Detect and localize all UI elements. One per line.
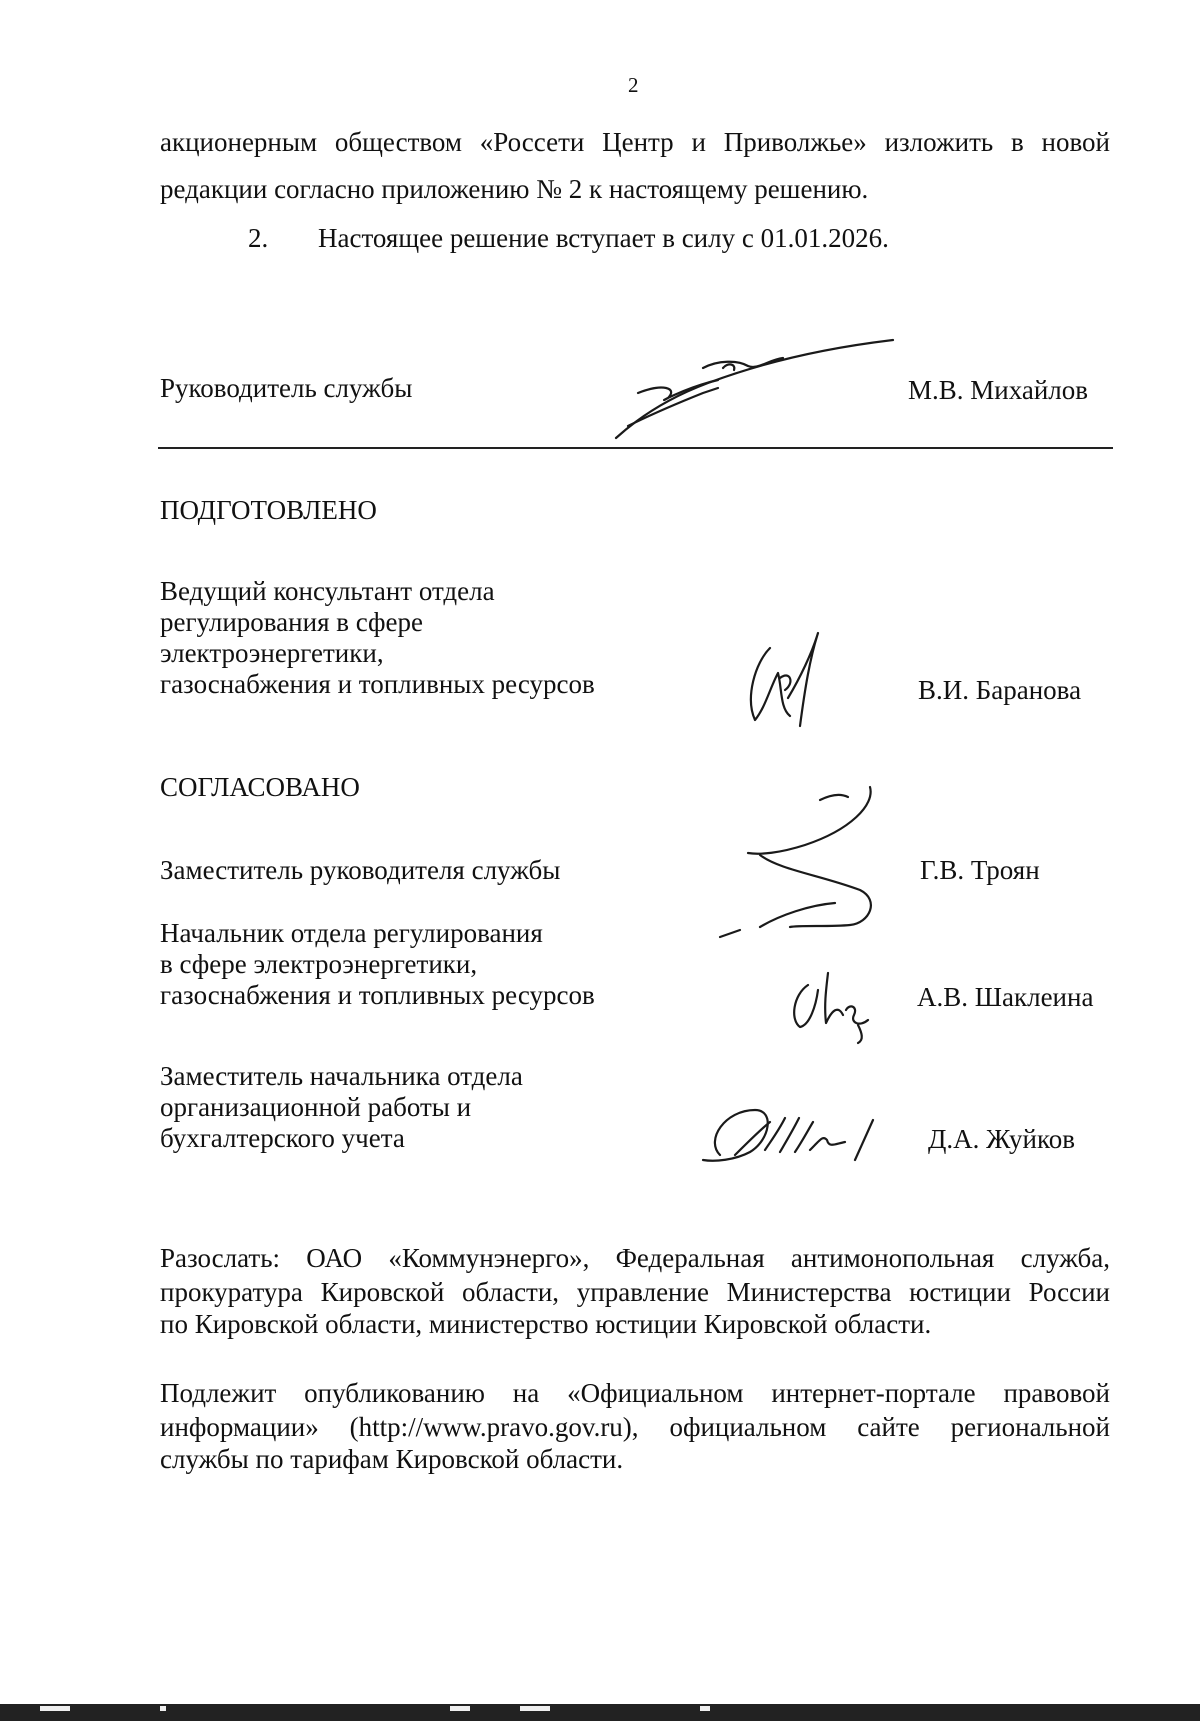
agreed-position-line: Заместитель начальника отдела <box>160 1061 523 1091</box>
head-name: М.В. Михайлов <box>908 375 1089 405</box>
publication-line-1: Подлежит опубликованию на «Официальном интернет-портале правовой <box>160 1378 1110 1408</box>
page-number: 2 <box>628 73 639 97</box>
agreed-signature-3-image <box>695 1100 895 1175</box>
item-2-text: Настоящее решение вступает в силу с 01.01.2026. <box>318 223 889 253</box>
agreed-position-line: бухгалтерского учета <box>160 1123 405 1153</box>
prepared-position-line: электроэнергетики, <box>160 638 384 668</box>
distribution-line-1: Разослать: ОАО «Коммунэнерго», Федеральная антимонопольная служба, <box>160 1243 1110 1273</box>
agreed-position-line: в сфере электроэнергетики, <box>160 949 478 979</box>
agreed-name: Г.В. Троян <box>920 855 1040 885</box>
agreed-heading: СОГЛАСОВАНО <box>160 772 360 802</box>
distribution-line-3: по Кировской области, министерство юстиции Кировской области. <box>160 1309 932 1339</box>
publication-line-3: службы по тарифам Кировской области. <box>160 1444 624 1474</box>
prepared-position-line: Ведущий консультант отдела <box>160 576 495 606</box>
intro-line-2: редакции согласно приложению № 2 к настоящему решению. <box>160 174 869 204</box>
distribution-line-2: прокуратура Кировской области, управление Министерства юстиции России <box>160 1277 1110 1307</box>
agreed-position-line: организационной работы и <box>160 1092 472 1122</box>
head-position: Руководитель службы <box>160 373 413 403</box>
prepared-signature-image <box>740 628 840 728</box>
agreed-name: Д.А. Жуйков <box>928 1124 1075 1154</box>
scan-edge-bar <box>0 1704 1200 1721</box>
intro-line-1: акционерным обществом «Россети Центр и Приволжье» изложить в новой <box>160 127 1110 157</box>
head-signature-image <box>608 338 898 448</box>
item-2-number: 2. <box>248 223 269 253</box>
prepared-position-line: регулирования в сфере <box>160 607 424 637</box>
publication-line-2: информации» (http://www.pravo.gov.ru), официальном сайте региональной <box>160 1412 1110 1442</box>
agreed-signature-1-image <box>700 775 910 945</box>
agreed-signature-2-image <box>788 965 878 1045</box>
prepared-name: В.И. Баранова <box>918 675 1082 705</box>
agreed-name: А.В. Шаклеина <box>917 982 1094 1012</box>
agreed-position-line: Заместитель руководителя службы <box>160 855 561 885</box>
agreed-position-line: Начальник отдела регулирования <box>160 918 543 948</box>
agreed-position-line: газоснабжения и топливных ресурсов <box>160 980 595 1010</box>
prepared-position-line: газоснабжения и топливных ресурсов <box>160 669 595 699</box>
prepared-heading: ПОДГОТОВЛЕНО <box>160 495 377 525</box>
signature-divider <box>158 447 1113 449</box>
